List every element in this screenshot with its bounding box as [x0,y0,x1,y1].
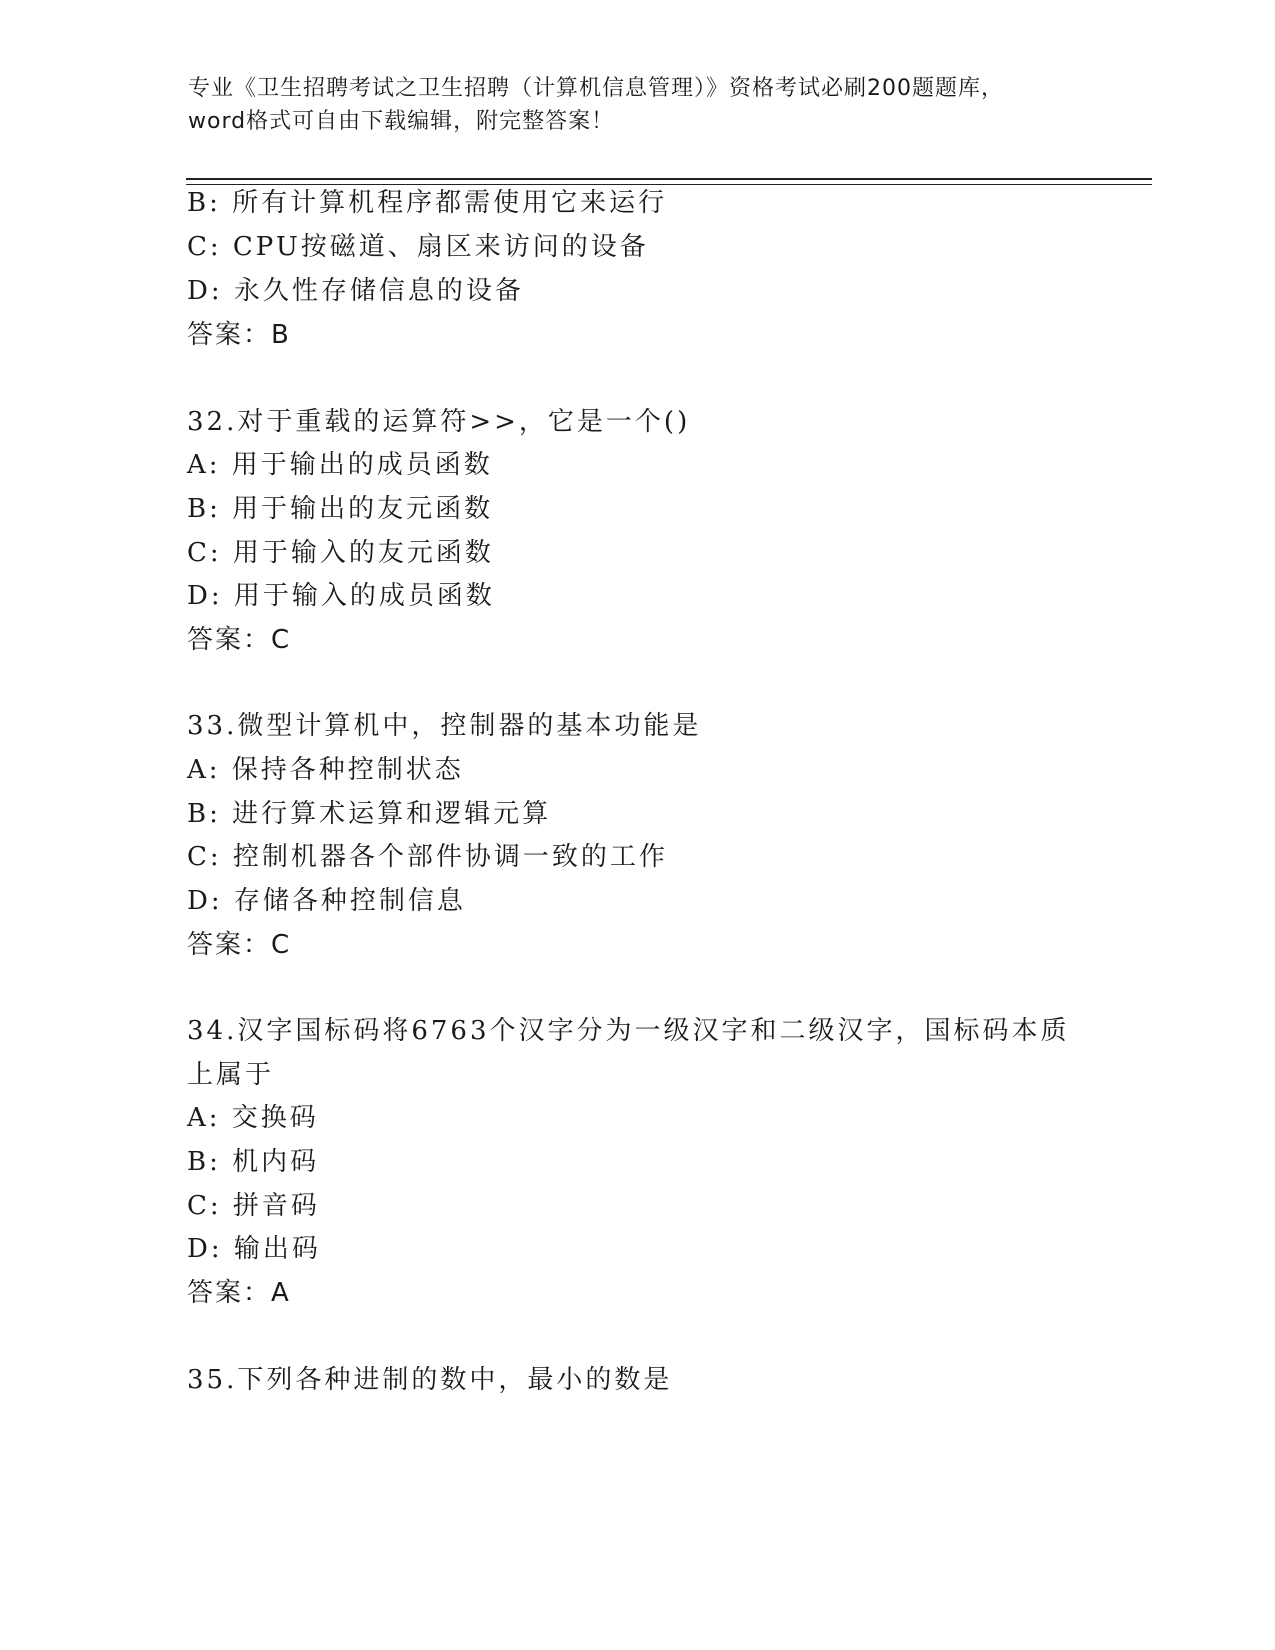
q33-option-a: A: 保持各种控制状态 [187,755,464,785]
q34-question-line-2: 上属于 [187,1060,275,1090]
q33-answer: 答案：C [187,930,292,960]
q34-option-c: C: 拼音码 [187,1191,320,1221]
q32-option-d: D: 用于输入的成员函数 [187,581,495,611]
q31-option-d: D: 永久性存储信息的设备 [187,276,524,306]
q33-option-d: D: 存储各种控制信息 [187,886,466,916]
q32-question: 32.对于重载的运算符>>，它是一个() [187,407,691,437]
q33-option-c: C: 控制机器各个部件协调一致的工作 [187,842,668,872]
q34-option-b: B: 机内码 [187,1147,320,1177]
header-divider-thin [186,184,1152,185]
document-header [188,72,1088,138]
q32-answer: 答案：C [187,625,292,655]
q33-question: 33.微型计算机中，控制器的基本功能是 [187,711,702,741]
header-title-line-2: word格式可自由下载编辑，附完整答案！ [188,109,615,134]
header-title-line-1: 专业《卫生招聘考试之卫生招聘（计算机信息管理）》资格考试必刷200题题库， [188,76,1004,101]
q35-question: 35.下列各种进制的数中，最小的数是 [187,1365,673,1395]
q32-option-a: A: 用于输出的成员函数 [187,450,493,480]
q32-option-c: C: 用于输入的友元函数 [187,538,494,568]
q34-option-d: D: 输出码 [187,1234,321,1264]
q32-option-b: B: 用于输出的友元函数 [187,494,494,524]
q31-option-c: C: CPU按磁道、扇区来访问的设备 [187,232,649,262]
q31-answer: 答案：B [187,320,291,350]
header-divider-thick [186,178,1152,180]
q34-option-a: A: 交换码 [187,1103,319,1133]
q31-option-b: B: 所有计算机程序都需使用它来运行 [187,188,668,218]
q34-question-line-1: 34.汉字国标码将6763个汉字分为一级汉字和二级汉字，国标码本质 [187,1016,1070,1046]
q33-option-b: B: 进行算术运算和逻辑元算 [187,799,552,829]
q34-answer: 答案：A [187,1278,291,1308]
